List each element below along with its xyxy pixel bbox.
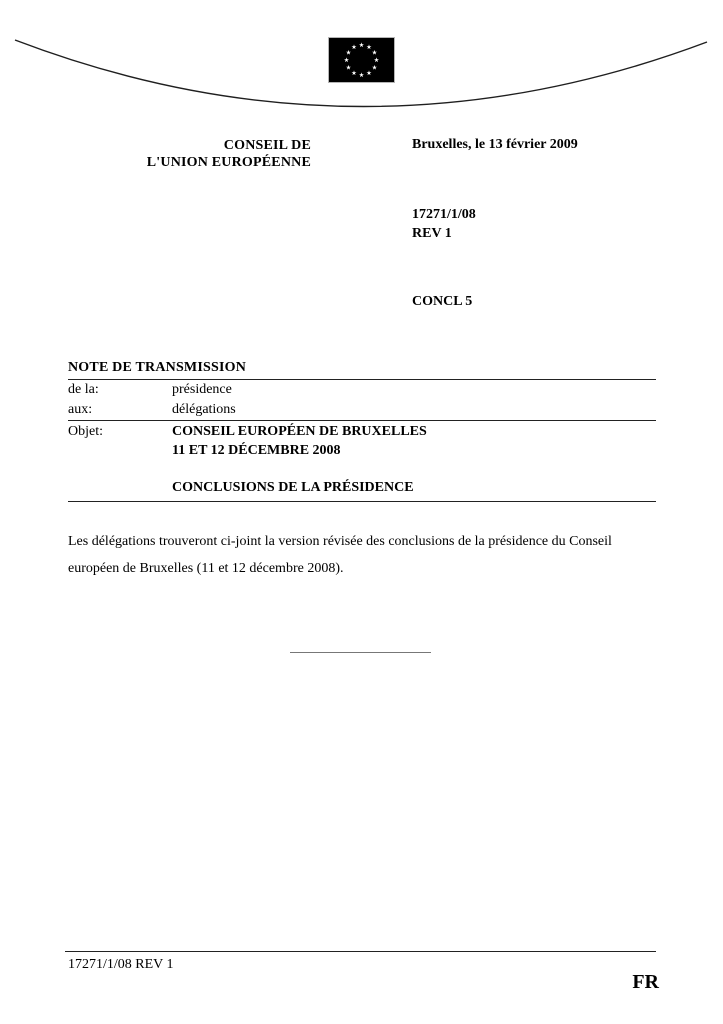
document-code: CONCL 5 (412, 294, 473, 309)
to-value: délégations (172, 402, 236, 417)
to-label: aux: (68, 402, 93, 417)
subject-label: Objet: (68, 424, 103, 439)
institution-name (68, 137, 311, 171)
document-reference (412, 205, 476, 243)
transmission-title: NOTE DE TRANSMISSION (68, 360, 656, 380)
institution-line2: L'UNION EUROPÉENNE (146, 155, 311, 170)
subject-row (68, 421, 656, 502)
transmission-from-to-rows (68, 380, 656, 421)
section-separator (290, 652, 431, 653)
eu-flag-icon (328, 37, 395, 83)
from-label: de la: (68, 382, 99, 397)
subject-line2: 11 ET 12 DÉCEMBRE 2008 (172, 443, 341, 458)
table-row (68, 400, 656, 420)
body-line2: européen de Bruxelles (11 et 12 décembre 2008). (68, 561, 344, 576)
subject-spacer (172, 460, 427, 478)
document-number: 17271/1/08 (412, 207, 476, 222)
table-row (68, 380, 656, 400)
footer-rule (65, 951, 656, 952)
institution-line1: CONSEIL DE (223, 138, 311, 153)
transmission-table (68, 360, 656, 502)
subject-value (172, 422, 427, 497)
document-revision: REV 1 (412, 226, 452, 241)
place-date: Bruxelles, le 13 février 2009 (412, 137, 578, 152)
from-value: présidence (172, 382, 232, 397)
body-line1: Les délégations trouveront ci-joint la version révisée des conclusions de la présidence du Conseil (68, 534, 612, 549)
subject-line1: CONSEIL EUROPÉEN DE BRUXELLES (172, 424, 427, 439)
subject-conclusion: CONCLUSIONS DE LA PRÉSIDENCE (172, 480, 414, 495)
footer-language-code: FR (632, 971, 659, 993)
footer-document-reference: 17271/1/08 REV 1 (68, 957, 174, 972)
body-paragraph (68, 528, 656, 582)
